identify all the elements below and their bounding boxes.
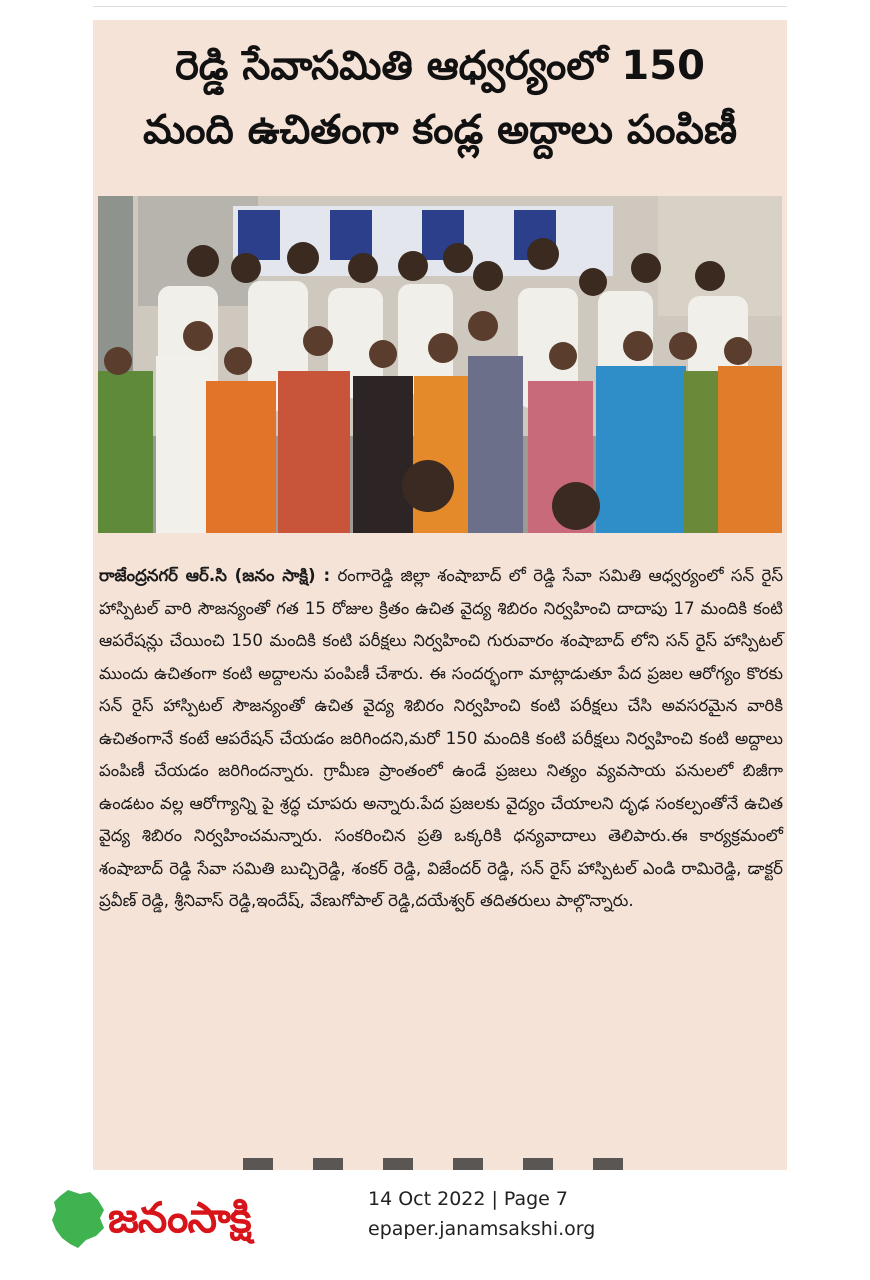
group-photo-illustration xyxy=(98,196,782,533)
group-photo xyxy=(98,196,782,533)
article-byline: రాజేంద్రనగర్ ఆర్.సి (జనం సాక్షి) : xyxy=(99,566,331,585)
page-top-rule xyxy=(93,6,787,7)
logo-text: జనంసాక్షి xyxy=(108,1193,251,1242)
telangana-map-icon xyxy=(50,1188,106,1250)
article-headline xyxy=(93,34,787,162)
cut-off-next-headline xyxy=(243,1158,663,1170)
page-number: Page 7 xyxy=(503,1188,568,1210)
article-body-text: రంగారెడ్డి జిల్లా శంషాబాద్ లో రెడ్డి సేవా సమితి ఆధ్వర్యంలో సన్ రైస్ హాస్పిటల్ వారి సౌజన్యంతో గత 15 రోజుల క్రితం ఉచిత వైద్య శిబిరం నిర్వహించి దాదాపు 17 మందికి కంటి ఆపరేషన్లు చేయించి 150 మందికి కంటి పరీక్షలు నిర్వహించి గురువారం శంషాబాద్ లోని సన్ రైస్ హాస్పిటల్ ముందు ఉచితంగా కంటి అద్దాలను పంపిణీ చేశారు. ఈ సందర్భంగా మాట్లాడుతూ పేద ప్రజల ఆరోగ్యం కొరకు సన్ రైస్ హాస్పిటల్ సౌజన్యంతో ఉచిత వైద్య శిబిరం నిర్వహించి కంటి పరీక్షలు చేసి అవసరమైన వారికి ఉచితంగానే కంటే ఆపరేషన్ చేయడం జరిగిందని,మరో 150 మందికి కంటి పరీక్షలు నిర్వహించి కంటి అద్దాలు పంపిణీ చేయడం జరిగిందన్నారు. గ్రామీణ ప్రాంతంలో ఉండే ప్రజలు నిత్యం వ్యవసాయ పనులలో బిజీగా ఉండటం వల్ల ఆరోగ్యాన్ని పై శ్రద్ధ చూపరు అన్నారు.పేద ప్రజలకు వైద్యం చేయాలని దృఢ సంకల్పంతోనే ఉచిత వైద్య శిబిరం నిర్వహించమన్నారు. సంకరించిన ప్రతి ఒక్కరికి ధన్యవాదాలు తెలిపారు.ఈ కార్యక్రమంలో శంషాబాద్ రెడ్డి సేవా సమితి బుచ్చిరెడ్డి, శంకర్ రెడ్డి, విజేందర్ రెడ్డి, సన్ రైస్ హాస్పిటల్ ఎండి రామిరెడ్డి, డాక్టర్ ప్రవీణ్ రెడ్డి, శ్రీనివాస్ రెడ్డి,ఇందేష్, వేణుగోపాల్ రెడ్డి,దయేశ్వర్ తదితరులు పాల్గొన్నారు. xyxy=(99,566,783,910)
edition-date: 14 Oct 2022 xyxy=(368,1188,486,1210)
janamsakshi-logo[interactable] xyxy=(50,1182,370,1262)
epaper-footer xyxy=(0,1172,870,1280)
epaper-url-link[interactable]: epaper.janamsakshi.org xyxy=(368,1218,596,1240)
newspaper-clipping xyxy=(93,20,787,1170)
edition-meta xyxy=(368,1184,595,1244)
meta-separator: | xyxy=(491,1188,498,1210)
headline-line-1: రెడ్డి సేవాసమితి ఆధ్వర్యంలో 150 xyxy=(175,43,705,89)
headline-line-2: మంది ఉచితంగా కండ్ల అద్దాలు పంపిణీ xyxy=(142,107,738,153)
article-body xyxy=(99,560,783,918)
